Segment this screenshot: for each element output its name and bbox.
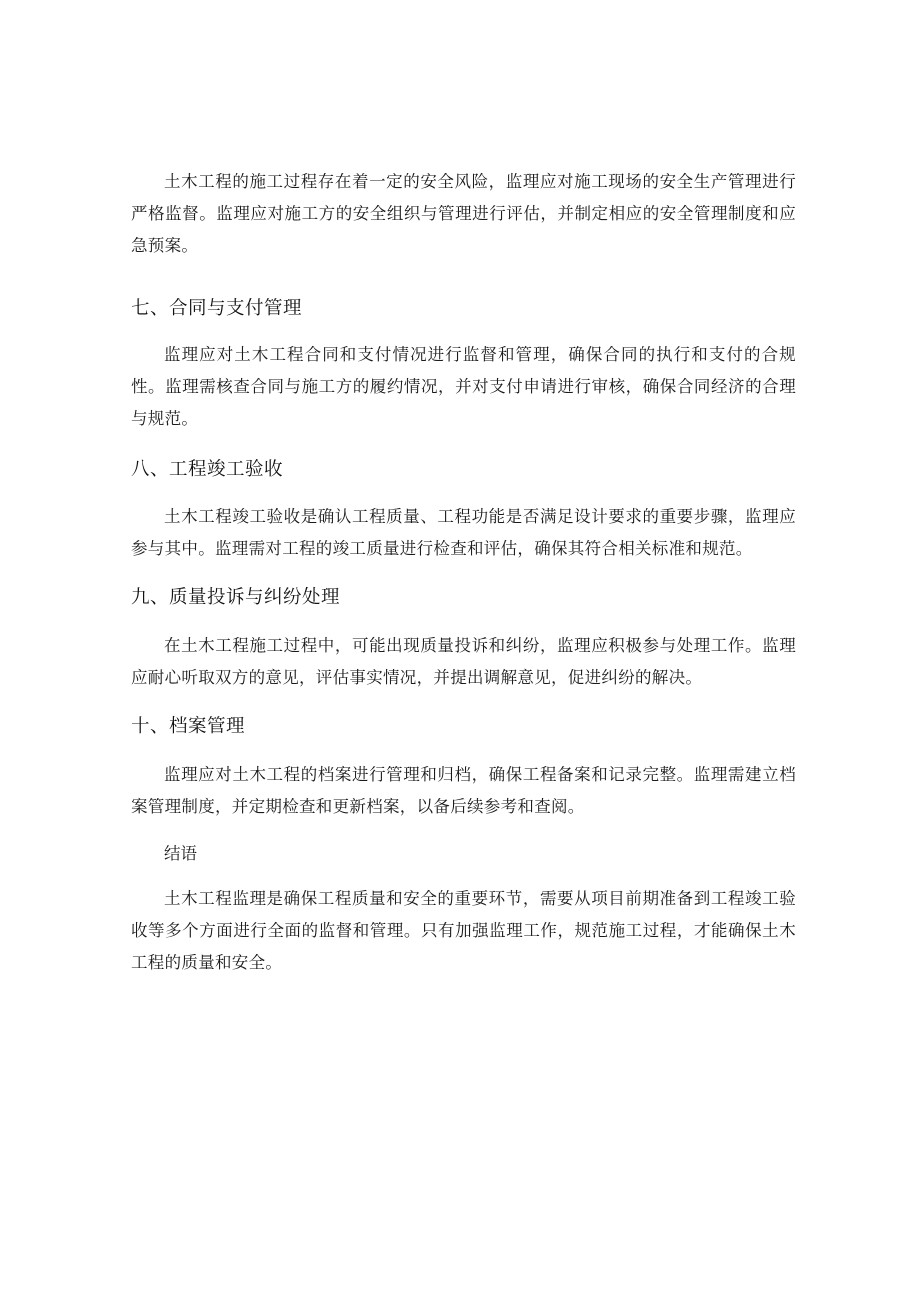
section-paragraph-contract-payment: 监理应对土木工程合同和支付情况进行监督和管理，确保合同的执行和支付的合规性。监理需核查合同与施工方的履约情况，并对支付申请进行审核，确保合同经济的合理与规范。 [131,345,796,428]
section-paragraph-archive-management: 监理应对土木工程的档案进行管理和归档，确保工程备案和记录完整。监理需建立档案管理制度，并定期检查和更新档案，以备后续参考和查阅。 [131,765,796,816]
conclusion-label: 结语 [164,844,197,863]
intro-paragraph: 土木工程的施工过程存在着一定的安全风险，监理应对施工现场的安全生产管理进行严格监督。监理应对施工方的安全组织与管理进行评估，并制定相应的安全管理制度和应急预案。 [131,172,796,255]
conclusion-paragraph: 土木工程监理是确保工程质量和安全的重要环节，需要从项目前期准备到工程竣工验收等多个方面进行全面的监督和管理。只有加强监理工作，规范施工过程，才能确保土木工程的质量和安全。 [131,889,796,972]
section-paragraph-complaints-disputes: 在土木工程施工过程中，可能出现质量投诉和纠纷，监理应积极参与处理工作。监理应耐心听取双方的意见，评估事实情况，并提出调解意见，促进纠纷的解决。 [131,636,796,687]
section-heading-archive-management: 十、档案管理 [131,716,246,737]
section-heading-complaints-disputes: 九、质量投诉与纠纷处理 [131,587,341,608]
document-body [131,166,796,979]
section-heading-contract-payment: 七、合同与支付管理 [131,298,303,319]
section-heading-completion-acceptance: 八、工程竣工验收 [131,459,284,480]
section-paragraph-completion-acceptance: 土木工程竣工验收是确认工程质量、工程功能是否满足设计要求的重要步骤，监理应参与其中。监理需对工程的竣工质量进行检查和评估，确保其符合相关标准和规范。 [131,507,796,558]
